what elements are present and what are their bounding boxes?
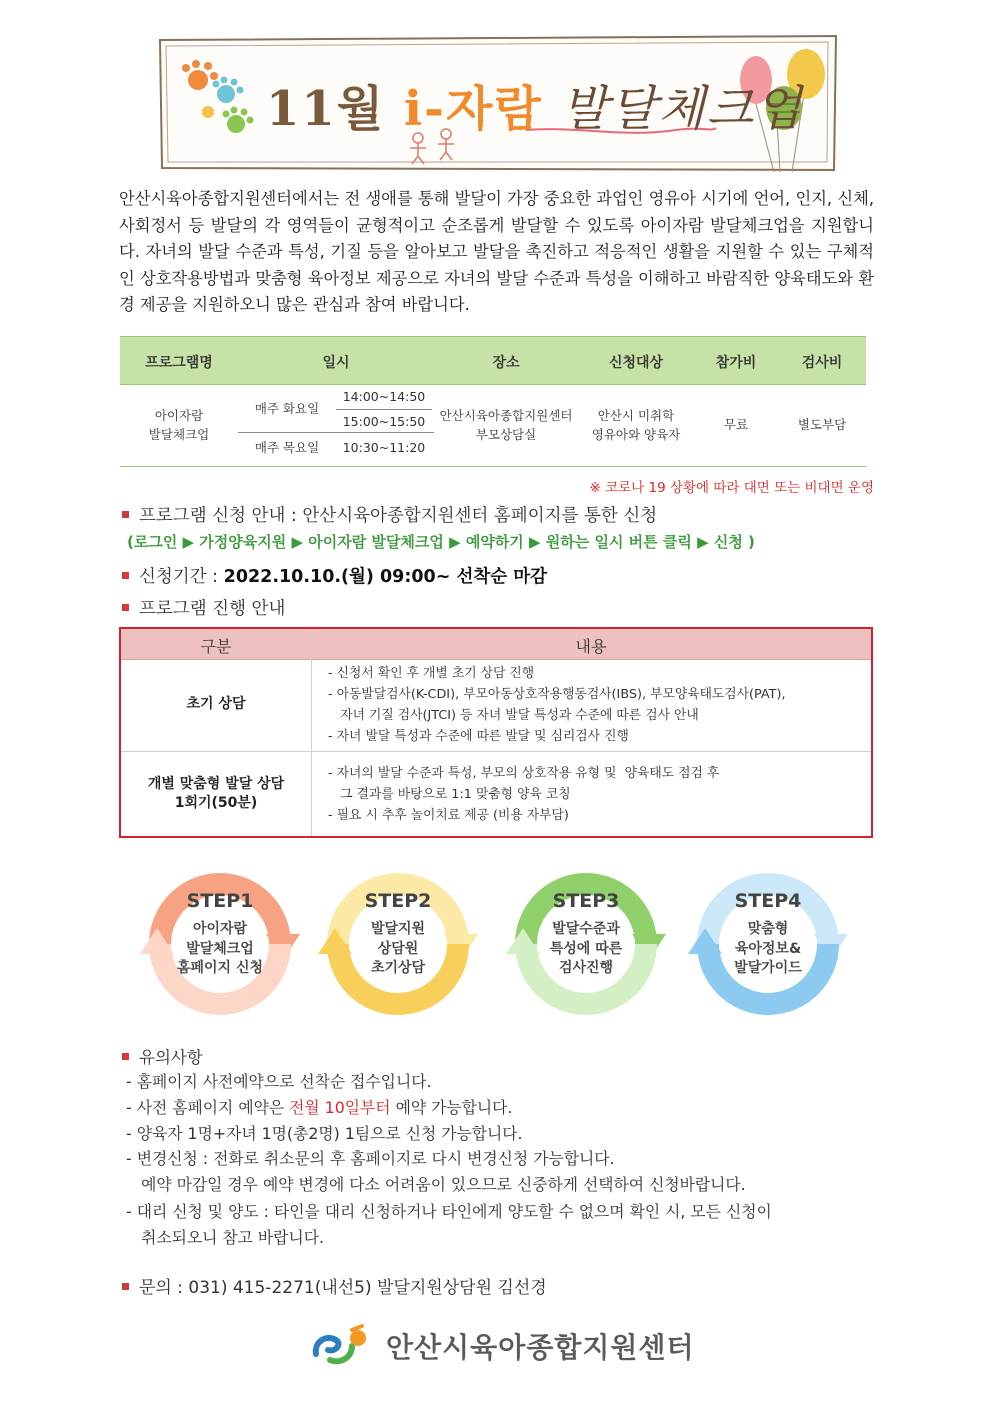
notes-line-7: 취소되오니 참고 바랍니다.	[126, 1228, 324, 1247]
row2-category-line2: 1회기(50분)	[174, 795, 258, 811]
bullet-icon	[122, 572, 129, 579]
target-line2: 영유아와 양육자	[591, 427, 681, 442]
step-line: 발달지원	[370, 921, 426, 937]
step-description	[316, 920, 480, 979]
notes-line-2-pre: - 사전 홈페이지 예약은	[126, 1098, 290, 1117]
notes-line-6: - 대리 신청 및 양도 : 타인을 대리 신청하거나 타인에게 양도할 수 없으며 확인 시, 모든 신청이	[126, 1202, 772, 1221]
day-tuesday: 매주 화요일	[254, 401, 320, 416]
notes-title-text: 유의사항	[139, 1048, 203, 1067]
notes-line-4: - 변경신청 : 전화로 취소문의 후 홈페이지로 다시 변경신청 가능합니다.	[126, 1149, 615, 1168]
progress-table-header	[121, 629, 871, 660]
place	[434, 406, 578, 444]
covid-note: ※ 코로나 19 상황에 따라 대면 또는 비대면 운영	[589, 480, 874, 496]
header-test-fee: 검사비	[801, 355, 843, 371]
step-line: 육아정보&	[734, 940, 802, 957]
apply-period-value: 2022.10.10.(월) 09:00~ 선착순 마감	[223, 567, 548, 587]
place-line1: 안산시육아종합지원센터	[439, 408, 573, 423]
list-item: 그 결과를 바탕으로 1:1 맞춤형 양육 코칭	[328, 787, 571, 802]
time-slot-1: 14:00~14:50	[342, 389, 426, 404]
step-line: 검사진행	[558, 960, 614, 976]
notes-line-2	[126, 1095, 512, 1118]
step-line: 아이자람	[192, 921, 248, 937]
banner-title	[266, 70, 803, 139]
header-fee: 참가비	[715, 355, 757, 371]
step-title: STEP1	[186, 890, 254, 912]
step-2	[316, 862, 480, 1026]
contact-info	[122, 1273, 547, 1298]
apply-guide-text: 프로그램 신청 안내 : 안산시육아종합지원센터 홈페이지를 통한 신청	[139, 506, 658, 526]
progress-table	[119, 627, 873, 838]
notes-line-1: - 홈페이지 사전예약으로 선착순 접수입니다.	[126, 1072, 432, 1091]
apply-path: (로그인 ▶ 가정양육지원 ▶ 아이자람 발달체크업 ▶ 예약하기 ▶ 원하는 일시 버튼 클릭 ▶ 신청 )	[127, 533, 755, 551]
notes-line-2-post: 예약 가능합니다.	[390, 1098, 513, 1117]
bullet-icon	[122, 1283, 129, 1290]
apply-period	[122, 563, 547, 588]
intro-paragraph: 안산시육아종합지원센터에서는 전 생애를 통해 발달이 가장 중요한 과업인 영유아 시기에 언어, 인지, 신체, 사회정서 등 발달의 각 영역들이 균형적이고 순조롭게 발달할 수 있도록 아이자람 발달체크업을 지원합니다. 자녀의 발달 수준과 특성, 기질 등을 알아보고 발달을 촉진하고 적응적인 생활을 지원할 수 있는 구체적인 상호작용방법과 맞춤형 육아정보 제공으로 자녀의 발달 수준과 특성을 이해하고 바람직한 양육태도와 환경 제공을 지원하오니 많은 관심과 참여 바랍니다.	[119, 189, 874, 315]
divider	[121, 751, 871, 752]
target	[578, 406, 694, 444]
step-3	[504, 862, 668, 1026]
step-line: 상담원	[377, 940, 419, 957]
banner-title-i: i-자람	[403, 81, 543, 137]
program-name-line1: 아이자람	[154, 408, 204, 423]
org-logo-icon	[312, 1324, 372, 1366]
day-thursday: 매주 목요일	[254, 440, 320, 455]
row1-category: 초기 상담	[186, 696, 246, 712]
list-item: - 아동발달검사(K-CDI), 부모아동상호작용행동검사(IBS), 부모양육태도검사(PAT),	[328, 687, 786, 702]
contact-text: 문의 : 031) 415-2271(내선5) 발달지원상담원 김선경	[139, 1278, 547, 1298]
step-description	[686, 920, 850, 979]
divider	[238, 432, 434, 433]
row2-category	[121, 775, 311, 813]
step-line: 초기상담	[370, 960, 426, 976]
notes-line-5: 예약 마감일 경우 예약 변경에 다소 어려움이 있으므로 신중하게 선택하여 신청바랍니다.	[126, 1175, 746, 1194]
banner-title-month: 11월	[266, 81, 386, 137]
step-line: 발달체크업	[186, 940, 254, 957]
step-4	[686, 862, 850, 1026]
header-program: 프로그램명	[145, 355, 213, 371]
list-item: - 자녀 발달 특성과 수준에 따른 발달 및 심리검사 진행	[328, 729, 629, 744]
progress-title	[122, 595, 285, 620]
header-banner	[156, 34, 840, 174]
row2-category-line1: 개별 맞춤형 발달 상담	[147, 776, 285, 792]
list-item: 자녀 기질 검사(JTCI) 등 자녀 발달 특성과 수준에 따른 검사 안내	[328, 708, 699, 723]
program-name	[120, 406, 238, 444]
notes-line-3: - 양육자 1명+자녀 1명(총2명) 1팀으로 신청 가능합니다.	[126, 1124, 523, 1143]
apply-period-label: 신청기간 :	[139, 567, 224, 587]
header-category: 구분	[200, 637, 232, 656]
step-line: 홈페이지 신청	[176, 960, 264, 976]
place-line2: 부모상담실	[475, 427, 537, 442]
step-line: 특성에 따른	[549, 940, 623, 957]
progress-title-text: 프로그램 진행 안내	[139, 599, 286, 619]
step-title: STEP4	[734, 890, 802, 912]
org-name: 안산시육아종합지원센터	[386, 1331, 695, 1364]
test-fee: 별도부담	[797, 417, 847, 432]
time-slot-2: 15:00~15:50	[342, 414, 426, 429]
step-title: STEP2	[364, 890, 432, 912]
header-content: 내용	[575, 637, 607, 656]
header-place: 장소	[492, 355, 520, 371]
program-name-line2: 발달체크업	[148, 427, 210, 442]
schedule-table-header	[120, 336, 866, 385]
bullet-icon	[122, 511, 129, 518]
header-datetime: 일시	[322, 355, 350, 371]
divider	[336, 409, 432, 410]
header-target: 신청대상	[608, 355, 664, 371]
step-1	[138, 862, 302, 1026]
schedule-table-row	[120, 385, 866, 467]
step-line: 발달수준과	[552, 921, 620, 937]
row1-content	[328, 663, 786, 747]
step-title: STEP3	[552, 890, 620, 912]
row2-content	[328, 763, 719, 826]
step-description	[504, 920, 668, 979]
apply-guide	[122, 502, 657, 527]
bullet-icon	[122, 1053, 129, 1060]
target-line1: 안산시 미취학	[597, 408, 675, 423]
list-item: - 신청서 확인 후 개별 초기 상담 진행	[328, 666, 535, 681]
banner-title-rest: 발달체크업	[561, 81, 804, 137]
time-slot-3: 10:30~11:20	[342, 440, 426, 455]
notes-title	[122, 1044, 203, 1068]
step-description	[138, 920, 302, 979]
bullet-icon	[122, 604, 129, 611]
fee: 무료	[723, 417, 749, 432]
notes-line-2-highlight: 전월 10일부터	[289, 1098, 391, 1117]
list-item: - 필요 시 추후 놀이치료 제공 (비용 자부담)	[328, 808, 569, 823]
step-line: 맞춤형	[747, 921, 789, 937]
divider	[311, 629, 312, 836]
list-item: - 자녀의 발달 수준과 특성, 부모의 상호작용 유형 및 양육태도 점검 후	[328, 766, 720, 781]
step-line: 발달가이드	[734, 960, 802, 976]
schedule-table	[120, 336, 866, 467]
